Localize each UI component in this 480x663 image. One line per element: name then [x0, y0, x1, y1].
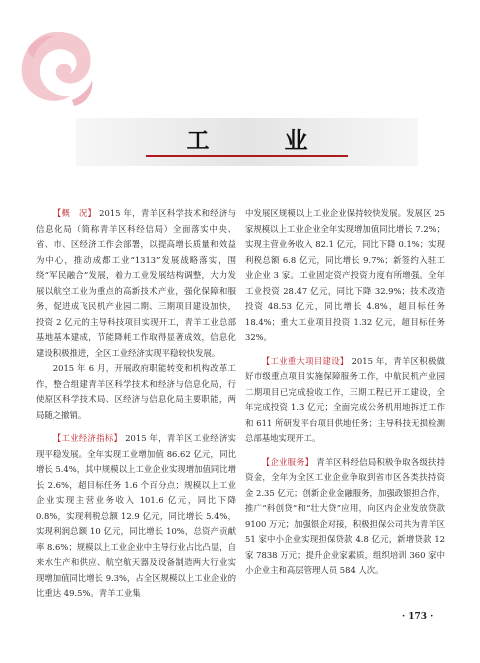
- indicators-text-left: 2015 年，青羊区工业经济实现平稳发展。全年实现工业增加值 86.62 亿元，同比增长 5.4%，其中规模以上工业企业实现增加值同比增长 2.6%，超目标任务 1.6 个百分点；规模以上工业企业实现主营业务收入 101.6 亿元，同比下降 0.8%，实现利税总额 12.9 亿元，同比增长 5.4%，实现利润总额 10 亿元，同比增长 10%，总资产贡献率 8.6%；规模以上工业企业中主导行业占比凸显，自来水生产和供应、航空航天器及设备制造两大行业实现增加值同比增长 9.3%，占全区规模以上工业企业的比重达 49.5%。青羊工业集: [36, 433, 236, 598]
- right-column: [245, 206, 445, 579]
- title-underline: [146, 155, 348, 157]
- left-column: [36, 206, 236, 602]
- reform-paragraph: 2015 年 6 月，开展政府职能转变和机构改革工作，整合组建青羊区科学技术和经济与信息化局，行使原区科学技术局、区经济与信息化局主要职能，两局随之撤销。: [36, 363, 236, 420]
- services-heading: 【企业服务】: [261, 456, 314, 467]
- indicators-continued: 中发展区规模以上工业企业保持较快发展。发展区 25 家规模以上工业企业全年实现增加值同比增长 7.2%；实现主营业务收入 82.1 亿元，同比下降 0.1%；实现利税总额 6.8 亿元，同比增长 9.7%；新签约入驻工业企业 3 家。工业固定资产投资力度有所增强。全年工业投资 28.47 亿元，同比下降 32.9%；技术改造投资 48.53 亿元，同比增长 4.8%，超目标任务 18.4%；重大工业项目投资 1.32 亿元，超目标任务 32%。: [245, 208, 445, 342]
- overview-paragraph: [36, 206, 236, 361]
- indicators-paragraph: [36, 431, 236, 602]
- decorative-swirl-icon: [8, 22, 100, 114]
- indicators-heading: 【工业经济指标】: [52, 433, 123, 443]
- projects-heading: 【工业重大项目建设】: [261, 355, 349, 366]
- services-paragraph: [245, 455, 445, 579]
- overview-text: 2015 年，青羊区科学技术和经济与信息化局（简称青羊区科经信局）全面落实中央、省、市、区经济工作会部署，以提高增长质量和效益为中心，推动成都工业“1313”发展战略落实，围绕“军民融合”发展，着力工业发展结构调整，大力发展以航空工业为重点的高新技术产业，强化保障和服务，促进成飞民机产业园二期、三期项目建设加快，投资 2 亿元的主导科技项目实现开工，青羊工业总部基地基本建成，节能降耗工作取得显著成效，信息化建设积极推进，全区工业经济实现平稳较快发展。: [36, 208, 236, 358]
- overview-heading: 【概 况】: [52, 208, 97, 218]
- page-title: 工 业: [186, 128, 334, 154]
- page-number: · 173 ·: [402, 612, 434, 622]
- projects-paragraph: [245, 354, 445, 447]
- title-band: [76, 118, 418, 166]
- projects-text: 2015 年，青羊区积极做好市级重点项目实施保障服务工作，中航民机产业园二期项目已完成验收工作，三期工程已开工建设，全年完成投资 1.3 亿元；全面完成公务机用地拆迁工作和 611 所研发平台项目供地任务；主导科技无损检测总部基地实现开工。: [245, 355, 445, 443]
- services-text: 青羊区科经信局积极争取各级扶持资金，全年为全区工业企业争取到省市区各类扶持资金 2.35 亿元；创新企业金融服务，加强政银担合作，推广“科创贷”和“壮大贷”应用，向区内企业发放贷款 9100 万元；加强银企对接，积极担保公司共为青羊区 51 家中小企业实现担保贷款 4.8 亿元，新增贷款 12 家 7838 万元；提升企业家素质，组织培训 360 家中小企业主和高层管理人员 584 人次。: [245, 456, 446, 575]
